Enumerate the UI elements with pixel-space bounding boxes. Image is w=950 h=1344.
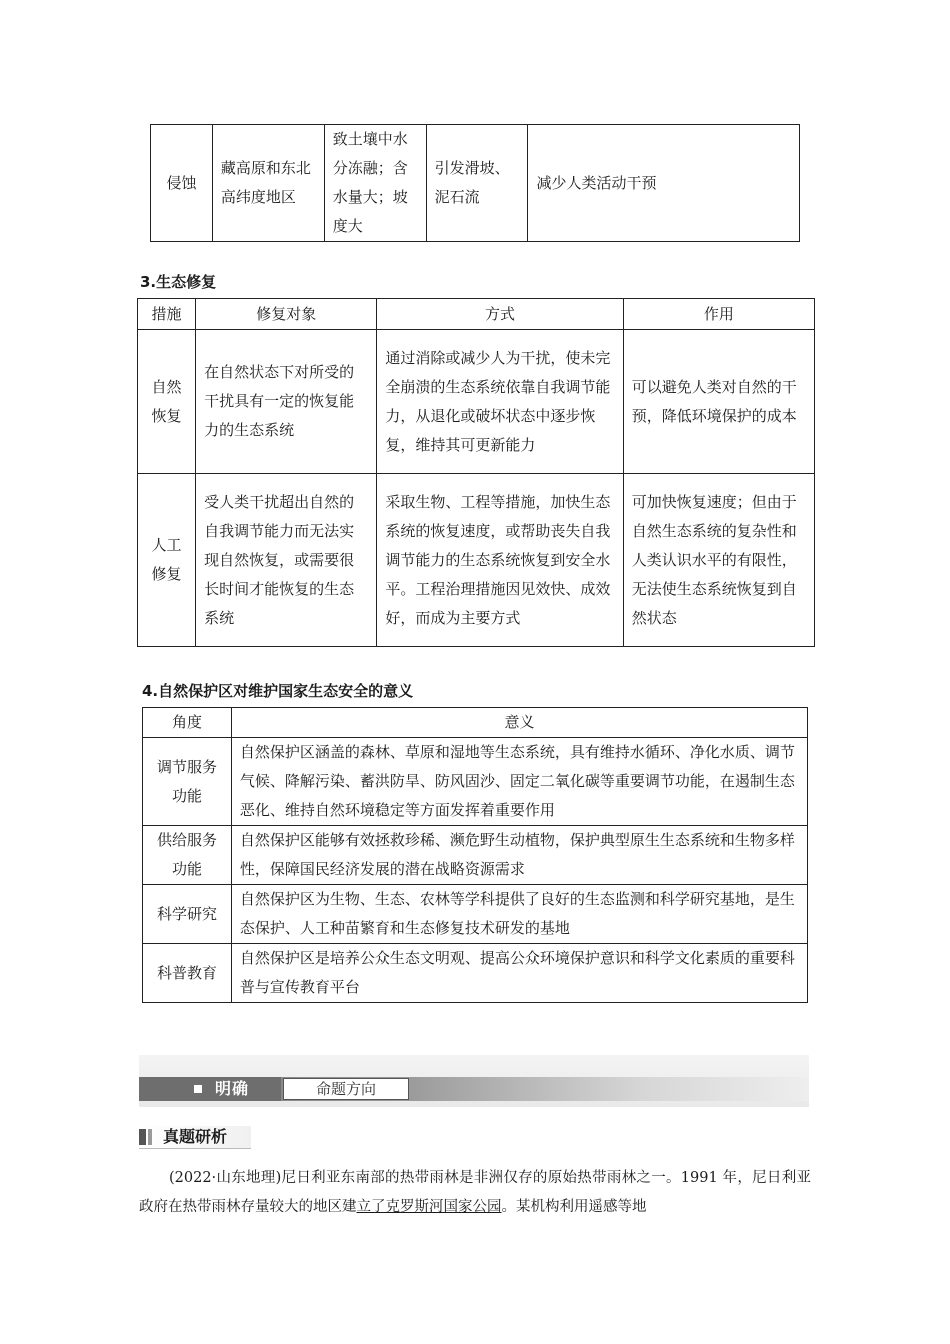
meaning-cell: 自然保护区能够有效拯救珍稀、濒危野生动植物，保护典型原生生态系统和生物多样性，保障国民经济发展的潜在战略资源需求 [231, 826, 807, 885]
table-row [151, 125, 800, 242]
table-row [143, 885, 808, 944]
measure-cell: 自然恢复 [138, 330, 196, 474]
meaning-cell: 自然保护区是培养公众生态文明观、提高公众环境保护意识和科学文化素质的重要科普与宣传教育平台 [231, 944, 807, 1003]
measure-cell: 人工修复 [138, 474, 196, 647]
table-row [138, 330, 815, 474]
method-cell: 通过消除或减少人为干扰，使未完全崩溃的生态系统依靠自我调节能力，从退化或破坏状态中逐步恢复，维持其可更新能力 [377, 330, 623, 474]
section-marker-icon [139, 1129, 146, 1145]
table-header-row [138, 299, 815, 330]
column-header: 作用 [623, 299, 814, 330]
meaning-cell: 自然保护区为生物、生态、农林等学科提供了良好的生态监测和科学研究基地，是生态保护、人工种苗繁育和生态修复技术研发的基地 [231, 885, 807, 944]
section-heading-ecological-restoration: 3.生态修复 [140, 273, 217, 291]
section-marker-icon [148, 1129, 152, 1145]
nature-reserve-significance-table [142, 707, 808, 1003]
banner-left-label: 明确 [215, 1079, 250, 1098]
continuation-table [150, 124, 800, 242]
effect-cell: 可加快恢复速度；但由于自然生态系统的复杂性和人类认识水平的有限性，无法使生态系统恢复到自然状态 [623, 474, 814, 647]
hazard-type-cell: 侵蚀 [151, 125, 213, 242]
meaning-cell: 自然保护区涵盖的森林、草原和湿地等生态系统，具有维持水循环、净化水质、调节气候、降解污染、蓄洪防旱、防风固沙、固定二氧化碳等重要调节功能，在遏制生态恶化、维持自然环境稳定等方面发挥着重要作用 [231, 738, 807, 826]
column-header: 方式 [377, 299, 623, 330]
section-label-text: 真题研析 [163, 1127, 228, 1146]
harm-cell: 引发滑坡、泥石流 [426, 125, 528, 242]
banner-bar [139, 1077, 809, 1101]
object-cell: 受人类干扰超出自然的自我调节能力而无法实现自然恢复，或需要很长时间才能恢复的生态系统 [196, 474, 377, 647]
angle-cell: 供给服务功能 [143, 826, 232, 885]
square-bullet-icon [194, 1085, 202, 1093]
area-cell: 藏高原和东北高纬度地区 [212, 125, 324, 242]
angle-cell: 调节服务功能 [143, 738, 232, 826]
section-banner [139, 1055, 809, 1107]
paragraph-text: 。某机构利用遥感等地 [501, 1199, 647, 1215]
angle-cell: 科学研究 [143, 885, 232, 944]
table-header-row [143, 708, 808, 738]
measure-cell: 减少人类活动干预 [528, 125, 800, 242]
method-cell: 采取生物、工程等措施，加快生态系统的恢复速度，或帮助丧失自我调节能力的生态系统恢复到安全水平。工程治理措施因见效快、成效好，而成为主要方式 [377, 474, 623, 647]
column-header: 措施 [138, 299, 196, 330]
effect-cell: 可以避免人类对自然的干预，降低环境保护的成本 [623, 330, 814, 474]
section-label [139, 1126, 251, 1149]
column-header: 意义 [231, 708, 807, 738]
table-row [143, 826, 808, 885]
table-row [138, 474, 815, 647]
ecological-restoration-table [137, 298, 815, 647]
column-header: 修复对象 [196, 299, 377, 330]
table-row [143, 944, 808, 1003]
cause-cell: 致土壤中水分冻融；含水量大；坡度大 [324, 125, 426, 242]
object-cell: 在自然状态下对所受的干扰具有一定的恢复能力的生态系统 [196, 330, 377, 474]
underlined-text: 立了克罗斯河国家公园 [356, 1199, 502, 1215]
paragraph-text: (2022·山东地理)尼日利亚东南部的热带雨林是非洲仅存的原始热带雨林之一。1991 年，尼日利亚政府在热带雨林存量较大的地区建 [139, 1170, 811, 1215]
table-row [143, 738, 808, 826]
column-header: 角度 [143, 708, 232, 738]
banner-dark-block [139, 1077, 281, 1101]
section-heading-nature-reserves: 4.自然保护区对维护国家生态安全的意义 [142, 682, 414, 700]
angle-cell: 科普教育 [143, 944, 232, 1003]
banner-right-label: 命题方向 [283, 1078, 409, 1100]
question-paragraph [139, 1164, 811, 1222]
